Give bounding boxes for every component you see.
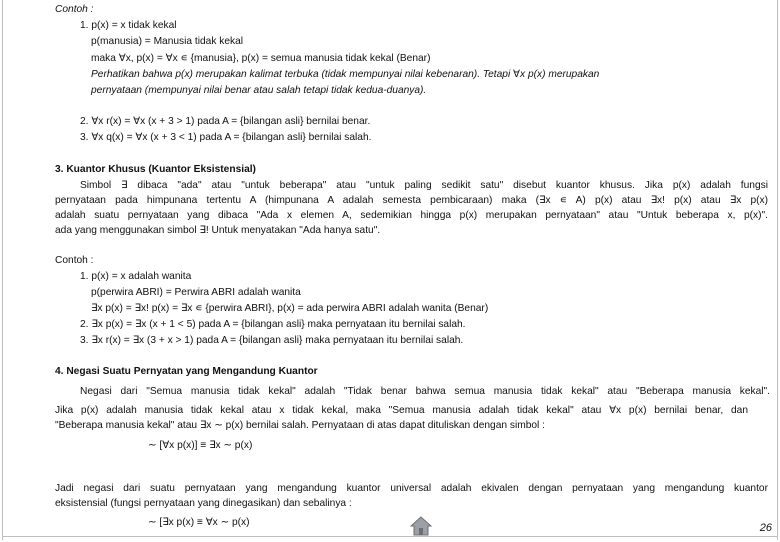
paragraph-line: "Beberapa manusia kekal" atau ∃x ∼ p(x) bernilai salah. Pernyataan di atas dapat dituliskan dengan simbol : [55, 420, 545, 431]
example-line: 1. p(x) = x adalah wanita [80, 271, 192, 282]
example-line: p(perwira ABRI) = Perwira ABRI adalah wanita [91, 287, 301, 298]
example-line: p(manusia) = Manusia tidak kekal [91, 36, 244, 47]
paragraph-line: adalah suatu pernyataan yang dibaca "Ada x elemen A, sedemikian hingga p(x) merupakan pernyataan" atau "Untuk beberapa x, p(x)". [55, 210, 768, 221]
paragraph-line: ada yang menggunakan simbol ∃! Untuk menyatakan "Ada hanya satu". [55, 225, 381, 236]
paragraph-line: pernyataan pada himpunana tertentu A (himpunana A adalah semesta pembicaraan) maka (∃x ∊ A) p(x) atau ∃x! p(x) atau ∃x p(x) [55, 195, 768, 206]
paragraph-line: Jika p(x) adalah manusia tidak kekal atau x tidak kekal, maka "Semua manusia adalah tidak kekal" atau ∀x p(x) bernilai benar, dan [55, 405, 748, 416]
example-line: 1. p(x) = x tidak kekal [80, 20, 177, 31]
left-border [2, 0, 3, 540]
page-number: 26 [759, 522, 772, 534]
section-title: 3. Kuantor Khusus (Kuantor Eksistensial) [55, 164, 256, 175]
example-note: Perhatikan bahwa p(x) merupakan kalimat terbuka (tidak mempunyai nilai kebenaran). Tetapi ∀x p(x) merupakan [91, 69, 600, 80]
section-title: 4. Negasi Suatu Pernyatan yang Mengandung Kuantor [55, 366, 318, 377]
formula: ∼ [∃x p(x) ≡ ∀x ∼ p(x) [148, 517, 250, 528]
paragraph-line: Negasi dari "Semua manusia tidak kekal" adalah "Tidak benar bahwa semua manusia tidak kekal" atau "Beberapa manusia kekal". [80, 386, 770, 397]
example-line: maka ∀x, p(x) = ∀x ∊ {manusia}, p(x) = semua manusia tidak kekal (Benar) [91, 53, 431, 64]
paragraph-line: Jadi negasi dari suatu pernyataan yang mengandung kuantor universal adalah ekivalen dengan pernyataan yang mengandung kuantor [55, 483, 768, 494]
example-line: 2. ∀x r(x) = ∀x (x + 3 > 1) pada A = {bilangan asli} bernilai benar. [80, 116, 371, 127]
example-note: pernyataan (mempunyai nilai benar atau salah tetapi tidak kedua-duanya). [91, 85, 427, 96]
home-icon[interactable] [410, 516, 432, 536]
paragraph-line: eksistensial (fungsi pernyataan yang dinegasikan) dan sebalinya : [55, 498, 352, 509]
example-line: ∃x p(x) = ∃x! p(x) = ∃x ∊ {perwira ABRI}, p(x) = ada perwira ABRI adalah wanita (Benar) [91, 303, 489, 314]
example-line: 2. ∃x p(x) = ∃x (x + 1 < 5) pada A = {bilangan asli} maka pernyataan itu bernilai salah. [80, 319, 466, 330]
right-border [777, 0, 778, 540]
bottom-border [2, 536, 778, 537]
paragraph-line: Simbol ∃ dibaca "ada" atau "untuk beberapa" atau "untuk paling sedikit satu" disebut kuantor khusus. Jika p(x) adalah fungsi [80, 180, 768, 191]
example-heading: Contoh : [55, 4, 94, 15]
example-line: 3. ∃x r(x) = ∃x (3 + x > 1) pada A = {bilangan asli} maka pernyataan itu bernilai salah. [80, 335, 464, 346]
example-line: 3. ∀x q(x) = ∀x (x + 3 < 1) pada A = {bilangan asli} bernilai salah. [80, 132, 372, 143]
formula: ∼ [∀x p(x)] ≡ ∃x ∼ p(x) [148, 440, 253, 451]
example-heading: Contoh : [55, 255, 94, 266]
